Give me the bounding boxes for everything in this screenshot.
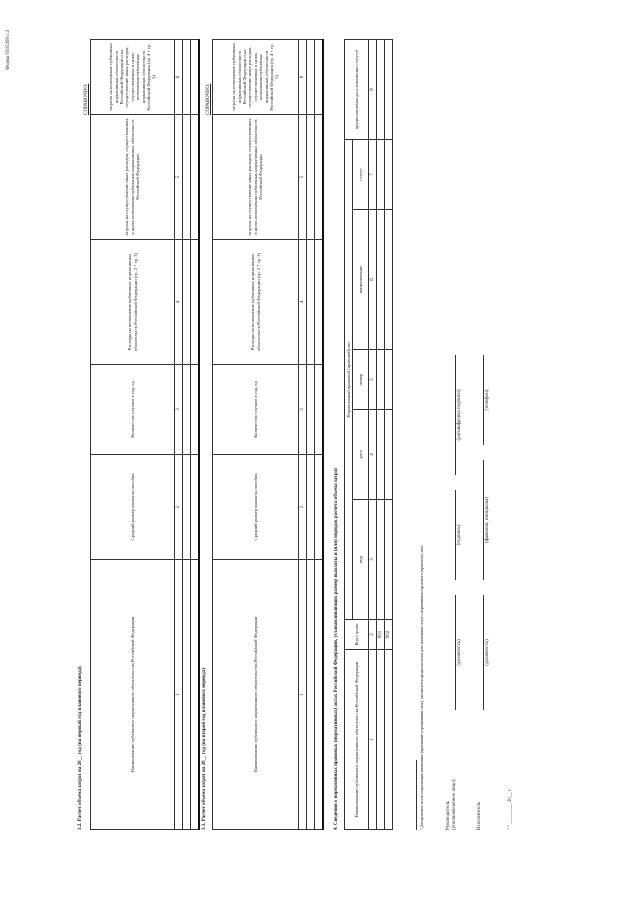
s32-colnum-3: 3 xyxy=(175,365,183,455)
section-4-title: 4. Сведения о нормативных правовых (нормативных) актах Российской Федерации, устанавливающих размер выплаты и (или) порядок расчета объема затрат xyxy=(334,467,339,830)
s33-header-obligation: Наименование публичного нормативного обязательства Российской Федерации xyxy=(213,560,299,830)
section-3-3-title: 3.3. Расчет объема затрат на 20__ год (на второй год планового периода) xyxy=(202,668,207,830)
s32-header-cases-count: Количество случаев в год, ед xyxy=(91,365,175,455)
s32-colnum-4: 4 xyxy=(175,240,183,365)
form-code: Форма 0505399 с.3 xyxy=(6,29,11,70)
executor-position-line xyxy=(483,595,484,710)
s33-colnum-3: 3 xyxy=(299,365,307,455)
executor-name-caption: (фамилия, инициалы) xyxy=(485,496,490,544)
s32-empty-cell xyxy=(191,560,200,830)
s33-colnum-5: 5 xyxy=(299,115,307,240)
footnote-divider xyxy=(416,760,417,830)
section-3-2-title: 3.2. Расчет объема затрат на 20__ год (на первый год планового периода) xyxy=(78,666,83,830)
s33-header-expenses: Расходы на исполнение публичных нормативных обязательств Российской Федерации (гр. 2 * гр. 3) xyxy=(213,240,299,365)
head-name-line xyxy=(455,355,456,475)
s32-header-costs-implementation: затраты на осуществление иных расходов, осуществляемых в целях исполнения публичных нормативных обязательств Российской Федерации xyxy=(91,115,175,240)
s4-colnum-2: 2 xyxy=(369,620,377,650)
s33-colnum-6: 6 xyxy=(299,40,307,115)
executor-phone-caption: (телефон) xyxy=(485,389,490,411)
s33-header-costs-execution: затраты на исполнение публичных нормативных обязательств Российской Федерации и на осуществление иных расходов, осуществляемых в целях исполнения публичных нормативных обязательств Российской Федерации (гр. 4 + гр. 5) xyxy=(213,40,299,115)
s32-header-obligation: Наименование публичного нормативного обязательства Российской Федерации xyxy=(91,560,175,830)
head-label: Руководитель xyxy=(446,800,451,830)
s4-header-date: дата xyxy=(353,410,369,500)
s33-empty-cell xyxy=(307,560,315,830)
s32-colnum-1: 1 xyxy=(175,560,183,830)
s32-header-avg-payment: Средний размер выплаты пособия xyxy=(91,455,175,560)
s33-colnum-1: 1 xyxy=(299,560,307,830)
s4-colnum-6: 6 xyxy=(369,210,377,350)
s4-empty-cell xyxy=(377,650,385,830)
section-3-2-table xyxy=(90,39,200,830)
s4-header-status: статус xyxy=(353,140,369,210)
s32-header-expenses: Расходы на исполнение публичных нормативных обязательств Российской Федерации (гр. 2 * гр. 3) xyxy=(91,240,175,365)
s33-header-avg-payment: Средний размер выплаты пособия xyxy=(213,455,299,560)
executor-position-caption: (должность) xyxy=(485,639,490,666)
s4-row-code-2: 002 xyxy=(385,620,393,650)
s4-header-row-code: Код строки xyxy=(345,620,369,650)
section-4-table xyxy=(344,39,393,830)
s4-header-obligation: Наименование публичного нормативного обязательства Российской Федерации xyxy=(345,650,369,830)
head-note: (уполномоченное лицо) xyxy=(452,779,457,830)
executor-label: Исполнитель xyxy=(477,802,482,830)
s32-colnum-6: 6 xyxy=(175,40,183,115)
head-position-caption: (должность) xyxy=(457,639,462,666)
s32-colnum-2: 2 xyxy=(175,455,183,560)
s4-header-name: наименование xyxy=(353,210,369,350)
s33-colnum-2: 2 xyxy=(299,455,307,560)
section-3-2-reference-label: СПРАВОЧНО: xyxy=(84,83,89,115)
section-3-3-reference-label: СПРАВОЧНО: xyxy=(206,83,211,115)
s4-colnum-1: 1 xyxy=(369,650,377,830)
s32-header-costs-execution: затраты на исполнение публичных нормативных обязательств Российской Федерации и на осуществление иных расходов, осуществляемых в целях исполнения публичных нормативных обязательств Российской Федерации (гр. 4 + гр. 5) xyxy=(91,40,175,115)
section-3-3-table xyxy=(212,39,324,830)
s32-empty-cell xyxy=(183,560,191,830)
head-name-caption: (расшифровка подписи) xyxy=(457,389,462,441)
executor-phone-line xyxy=(483,355,484,445)
s32-colnum-5: 5 xyxy=(175,115,183,240)
s4-colnum-5: 5 xyxy=(369,350,377,410)
s4-header-change-date: предполагаемая дата изменения статуса¹ xyxy=(345,40,369,140)
s4-empty-cell xyxy=(385,650,393,830)
head-signature-caption: (подпись) xyxy=(457,524,462,546)
s33-empty-cell xyxy=(315,560,324,830)
s33-header-costs-implementation: затраты на осуществление иных расходов, осуществляемых в целях исполнения публичных нормативных обязательств Российской Федерации xyxy=(213,115,299,240)
s4-row-code-1: 001 xyxy=(377,620,385,650)
head-position-line xyxy=(455,595,456,710)
s4-colnum-3: 3 xyxy=(369,500,377,620)
executor-name-line xyxy=(483,460,484,580)
head-signature-line xyxy=(455,490,456,580)
date-line: " " ________ 20__ г. xyxy=(508,788,513,830)
s4-header-legal-act: Нормативный правовой (правовой) акт xyxy=(345,140,353,620)
s4-colnum-4: 4 xyxy=(369,410,377,500)
s33-colnum-4: 4 xyxy=(299,240,307,365)
footnote-text: ¹ Для правовых актов, подлежащих изменению (признанию утратившими силу), указывается предполагаемая дата изменения статуса нормативного правового (правового) акта. xyxy=(420,544,424,830)
s4-colnum-8: 8 xyxy=(369,40,377,140)
s33-header-cases-count: Количество случаев в год, ед xyxy=(213,365,299,455)
s4-header-number: номер xyxy=(353,350,369,410)
s4-header-type: вид xyxy=(353,500,369,620)
s4-colnum-7: 7 xyxy=(369,140,377,210)
